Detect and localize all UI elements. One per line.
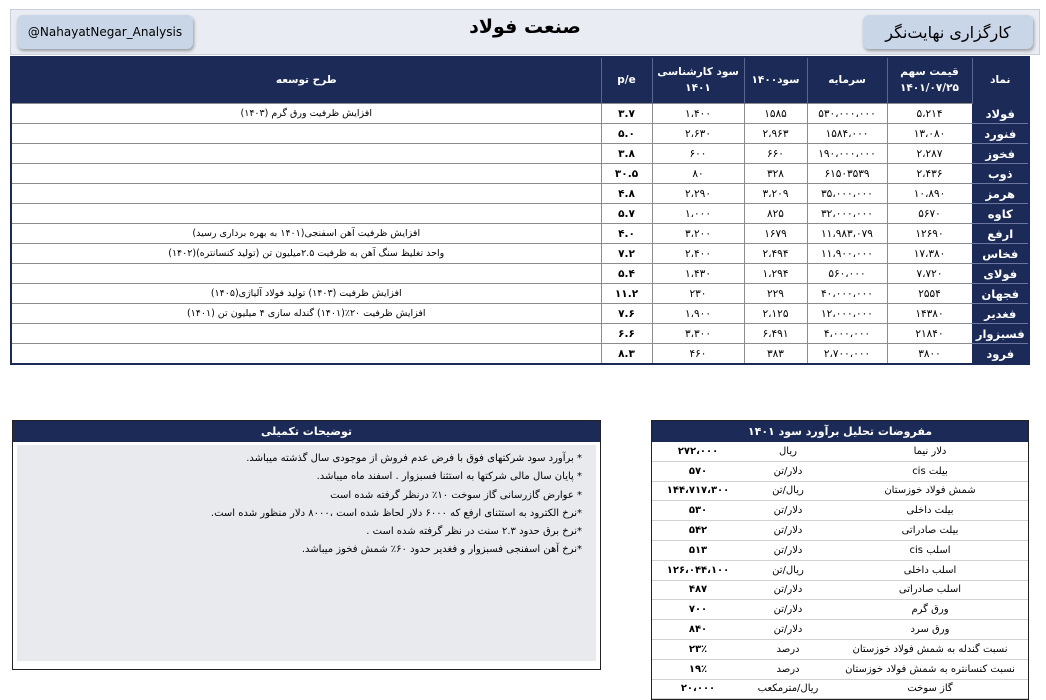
- cell-capital: ۱۲،۰۰۰،۰۰۰: [807, 304, 887, 324]
- assumption-value: ۵۱۳: [652, 540, 744, 560]
- cell-symbol: ذوب: [972, 164, 1029, 184]
- assumption-row: [652, 521, 1028, 541]
- cell-price: ۳۸۰۰: [887, 344, 972, 365]
- cell-price: ۵۶۷۰: [887, 204, 972, 224]
- cell-profit1400: ۱۵۸۵: [744, 104, 807, 124]
- assumption-unit: دلار/تن: [744, 461, 832, 481]
- cell-price: ۱۷،۳۸۰: [887, 244, 972, 264]
- col-price-date: ۱۴۰۱/۰۷/۲۵: [900, 81, 959, 94]
- assumption-label: بیلت صادراتی: [832, 521, 1028, 541]
- assumption-label: شمش فولاد خوزستان: [832, 481, 1028, 501]
- cell-pe: ۷.۲: [601, 244, 652, 264]
- assumption-row: [652, 501, 1028, 521]
- cell-symbol: هرمز: [972, 184, 1029, 204]
- cell-price: ۲۱۸۴۰: [887, 324, 972, 344]
- cell-expert-profit: ۲،۴۰۰: [652, 244, 744, 264]
- cell-profit1400: ۸۲۵: [744, 204, 807, 224]
- assumption-row: [652, 679, 1028, 699]
- cell-price: ۱۴۳۸۰: [887, 304, 972, 324]
- cell-capital: ۱۵۸۴،۰۰۰: [807, 124, 887, 144]
- cell-plan: افزایش ظرفیت (۱۴۰۳) تولید فولاد آلیاژی(۱۴۰۵): [11, 284, 601, 304]
- cell-profit1400: ۲۲۹: [744, 284, 807, 304]
- assumption-label: بیلت cis: [832, 461, 1028, 481]
- assumption-value: ۵۳۰: [652, 501, 744, 521]
- cell-price: ۲،۲۸۷: [887, 144, 972, 164]
- cell-plan: [11, 144, 601, 164]
- cell-plan: [11, 204, 601, 224]
- cell-symbol: فخوز: [972, 144, 1029, 164]
- assumption-row: [652, 620, 1028, 640]
- assumption-row: [652, 600, 1028, 620]
- assumption-label: اسلب داخلی: [832, 560, 1028, 580]
- cell-profit1400: ۲،۴۹۴: [744, 244, 807, 264]
- cell-profit1400: ۱۶۷۹: [744, 224, 807, 244]
- cell-expert-profit: ۶۰۰: [652, 144, 744, 164]
- table-row: [11, 344, 1029, 365]
- assumptions-table: [652, 442, 1028, 699]
- cell-expert-profit: ۲،۲۹۰: [652, 184, 744, 204]
- cell-price: ۲،۴۳۶: [887, 164, 972, 184]
- cell-pe: ۳.۸: [601, 144, 652, 164]
- assumption-label: اسلب cis: [832, 540, 1028, 560]
- table-row: [11, 124, 1029, 144]
- cell-price: ۵،۲۱۴: [887, 104, 972, 124]
- cell-plan: واحد تغلیظ سنگ آهن به ظرفیت ۲.۵میلیون تن (تولید کنسانتره)(۱۴۰۲): [11, 244, 601, 264]
- assumption-row: [652, 639, 1028, 659]
- assumption-value: ۲۷۲،۰۰۰: [652, 442, 744, 461]
- assumption-unit: ریال/تن: [744, 560, 832, 580]
- assumption-label: بیلت داخلی: [832, 501, 1028, 521]
- cell-capital: ۵۶۰،۰۰۰: [807, 264, 887, 284]
- cell-capital: ۲،۷۰۰،۰۰۰: [807, 344, 887, 365]
- assumption-row: [652, 580, 1028, 600]
- cell-expert-profit: ۴۶۰: [652, 344, 744, 365]
- assumption-value: ۱۴۴،۷۱۷،۳۰۰: [652, 481, 744, 501]
- assumption-unit: ریال: [744, 442, 832, 461]
- cell-price: ۱۳،۰۸۰: [887, 124, 972, 144]
- note-line: *نرخ الکترود به استثنای ارفع که ۶۰۰۰ دلار لحاظ شده است ،۸۰۰۰ دلار منظور شده است.: [210, 507, 582, 519]
- cell-pe: ۴.۸: [601, 184, 652, 204]
- cell-symbol: ارفع: [972, 224, 1029, 244]
- assumption-label: ورق سرد: [832, 620, 1028, 640]
- table-header-row: [11, 57, 1029, 104]
- assumption-row: [652, 481, 1028, 501]
- table-row: [11, 324, 1029, 344]
- cell-profit1400: ۳۲۸: [744, 164, 807, 184]
- cell-pe: ۷.۶: [601, 304, 652, 324]
- assumption-row: [652, 442, 1028, 461]
- assumption-value: ۱۹٪: [652, 659, 744, 679]
- assumption-unit: دلار/تن: [744, 540, 832, 560]
- cell-expert-profit: ۱،۴۳۰: [652, 264, 744, 284]
- cell-pe: ۶.۶: [601, 324, 652, 344]
- handle-badge: @NahayatNegar_Analysis: [17, 15, 193, 49]
- cell-price: ۲۵۵۴: [887, 284, 972, 304]
- assumption-value: ۸۴۰: [652, 620, 744, 640]
- assumption-value: ۴۸۷: [652, 580, 744, 600]
- table-row: [11, 304, 1029, 324]
- assumption-label: دلار نیما: [832, 442, 1028, 461]
- table-row: [11, 264, 1029, 284]
- cell-plan: [11, 124, 601, 144]
- cell-expert-profit: ۳،۲۰۰: [652, 224, 744, 244]
- cell-capital: ۱۱،۹۰۰،۰۰۰: [807, 244, 887, 264]
- assumptions-title: مفروضات تحلیل برآورد سود ۱۴۰۱: [652, 421, 1028, 442]
- note-line: *نرخ برق حدود ۲.۳ سنت در نظر گرفته شده است .: [366, 526, 582, 538]
- assumption-unit: دلار/تن: [744, 501, 832, 521]
- header-bar: [10, 9, 1040, 55]
- col-expert-profit: سود کارشناسی ۱۴۰۱: [652, 57, 744, 104]
- page-title: صنعت فولاد: [469, 16, 581, 38]
- assumption-unit: درصد: [744, 659, 832, 679]
- cell-capital: ۳۲،۰۰۰،۰۰۰: [807, 204, 887, 224]
- cell-expert-profit: ۸۰: [652, 164, 744, 184]
- table-row: [11, 184, 1029, 204]
- table-row: [11, 204, 1029, 224]
- assumption-label: ورق گرم: [832, 600, 1028, 620]
- notes-title: توضیحات تکمیلی: [13, 421, 600, 442]
- cell-profit1400: ۱،۲۹۴: [744, 264, 807, 284]
- table-row: [11, 164, 1029, 184]
- steel-industry-table: [10, 56, 1030, 365]
- cell-capital: ۱۹۰،۰۰۰،۰۰۰: [807, 144, 887, 164]
- cell-profit1400: ۲،۱۲۵: [744, 304, 807, 324]
- cell-symbol: فنورد: [972, 124, 1029, 144]
- cell-price: ۷،۷۲۰: [887, 264, 972, 284]
- cell-plan: [11, 184, 601, 204]
- cell-expert-profit: ۲۳۰: [652, 284, 744, 304]
- cell-expert-profit: ۲،۶۳۰: [652, 124, 744, 144]
- cell-pe: ۴.۰: [601, 224, 652, 244]
- cell-capital: ۶۱۵۰۳۵۳۹: [807, 164, 887, 184]
- cell-plan: [11, 264, 601, 284]
- assumption-row: [652, 560, 1028, 580]
- assumption-unit: دلار/تن: [744, 580, 832, 600]
- cell-capital: ۵۳۰،۰۰۰،۰۰۰: [807, 104, 887, 124]
- cell-capital: ۴،۰۰۰،۰۰۰: [807, 324, 887, 344]
- assumptions-panel: [651, 420, 1029, 700]
- assumption-row: [652, 659, 1028, 679]
- assumption-label: گاز سوخت: [832, 679, 1028, 699]
- cell-price: ۱۰،۸۹۰: [887, 184, 972, 204]
- cell-plan: [11, 324, 601, 344]
- assumption-value: ۵۷۰: [652, 461, 744, 481]
- cell-pe: ۵.۴: [601, 264, 652, 284]
- table-row: [11, 104, 1029, 124]
- cell-expert-profit: ۱،۹۰۰: [652, 304, 744, 324]
- assumption-unit: دلار/تن: [744, 620, 832, 640]
- col-symbol: نماد: [972, 57, 1029, 104]
- cell-pe: ۸.۳: [601, 344, 652, 365]
- note-line: * پایان سال مالی شرکتها به استثنا فسبزوار . اسفند ماه میباشد.: [316, 471, 582, 483]
- cell-plan: افزایش ظرفیت ۲۰٪(۱۴۰۱) گندله سازی ۴ میلیون تن (۱۴۰۱): [11, 304, 601, 324]
- col-capital: سرمایه: [807, 57, 887, 104]
- cell-capital: ۱۱،۹۸۳،۰۷۹: [807, 224, 887, 244]
- cell-capital: ۴۰،۰۰۰،۰۰۰: [807, 284, 887, 304]
- table-row: [11, 144, 1029, 164]
- assumption-unit: ریال/مترمکعب: [744, 679, 832, 699]
- cell-symbol: فسبزوار: [972, 324, 1029, 344]
- assumption-row: [652, 461, 1028, 481]
- note-line: * عوارض گازرسانی گاز سوخت ۱۰٪ درنظر گرفته شده است: [330, 489, 582, 501]
- assumption-value: ۷۰۰: [652, 600, 744, 620]
- assumption-unit: دلار/تن: [744, 521, 832, 541]
- assumption-label: نسبت گندله به شمش فولاد خوزستان: [832, 639, 1028, 659]
- assumption-unit: دلار/تن: [744, 600, 832, 620]
- assumption-value: ۲۰،۰۰۰: [652, 679, 744, 699]
- assumption-unit: ریال/تن: [744, 481, 832, 501]
- cell-pe: ۳.۷: [601, 104, 652, 124]
- note-line: * برآورد سود شرکتهای فوق با فرض عدم فروش از موجودی سال گذشته میباشد.: [246, 453, 582, 464]
- note-line: *نرخ آهن اسفنجی فسبزوار و فغدیر حدود ۶۰٪ شمش فخوز میباشد.: [301, 544, 582, 556]
- assumption-unit: درصد: [744, 639, 832, 659]
- cell-pe: ۳۰.۵: [601, 164, 652, 184]
- cell-plan: افزایش ظرفیت آهن اسفنجی(۱۴۰۱ به بهره برداری رسید): [11, 224, 601, 244]
- cell-profit1400: ۳۸۳: [744, 344, 807, 365]
- brand-badge: کارگزاری نهایت‌نگر: [863, 15, 1033, 49]
- assumption-value: ۲۳٪: [652, 639, 744, 659]
- cell-expert-profit: ۳،۳۰۰: [652, 324, 744, 344]
- cell-plan: [11, 164, 601, 184]
- cell-expert-profit: ۱،۴۰۰: [652, 104, 744, 124]
- assumption-label: نسبت کنسانتره به شمش فولاد خوزستان: [832, 659, 1028, 679]
- table-row: [11, 284, 1029, 304]
- assumption-value: ۱۲۶،۰۴۴،۱۰۰: [652, 560, 744, 580]
- cell-symbol: فغدیر: [972, 304, 1029, 324]
- cell-plan: [11, 344, 601, 365]
- cell-pe: ۵.۰: [601, 124, 652, 144]
- cell-plan: افزایش ظرفیت ورق گرم (۱۴۰۳): [11, 104, 601, 124]
- notes-panel: [12, 420, 601, 670]
- table-row: [11, 224, 1029, 244]
- notes-body: [17, 445, 596, 661]
- cell-pe: ۱۱.۲: [601, 284, 652, 304]
- col-plan: طرح توسعه: [11, 57, 601, 104]
- col-profit1400: سود۱۴۰۰: [744, 57, 807, 104]
- table-body: [11, 104, 1029, 365]
- cell-symbol: فرود: [972, 344, 1029, 365]
- col-pe: p/e: [601, 57, 652, 104]
- cell-symbol: کاوه: [972, 204, 1029, 224]
- cell-symbol: فولای: [972, 264, 1029, 284]
- assumption-label: اسلب صادراتی: [832, 580, 1028, 600]
- cell-symbol: فولاد: [972, 104, 1029, 124]
- cell-capital: ۳۵،۰۰۰،۰۰۰: [807, 184, 887, 204]
- cell-pe: ۵.۷: [601, 204, 652, 224]
- assumption-row: [652, 540, 1028, 560]
- cell-price: ۱۲۶۹۰: [887, 224, 972, 244]
- cell-expert-profit: ۱،۰۰۰: [652, 204, 744, 224]
- cell-profit1400: ۶۶۰: [744, 144, 807, 164]
- col-price-label: قیمت سهم: [900, 65, 959, 78]
- assumption-value: ۵۴۲: [652, 521, 744, 541]
- cell-profit1400: ۶،۴۹۱: [744, 324, 807, 344]
- cell-profit1400: ۲،۹۶۳: [744, 124, 807, 144]
- col-price: [887, 57, 972, 104]
- cell-profit1400: ۳،۲۰۹: [744, 184, 807, 204]
- table-row: [11, 244, 1029, 264]
- cell-symbol: فخاس: [972, 244, 1029, 264]
- cell-symbol: فجهان: [972, 284, 1029, 304]
